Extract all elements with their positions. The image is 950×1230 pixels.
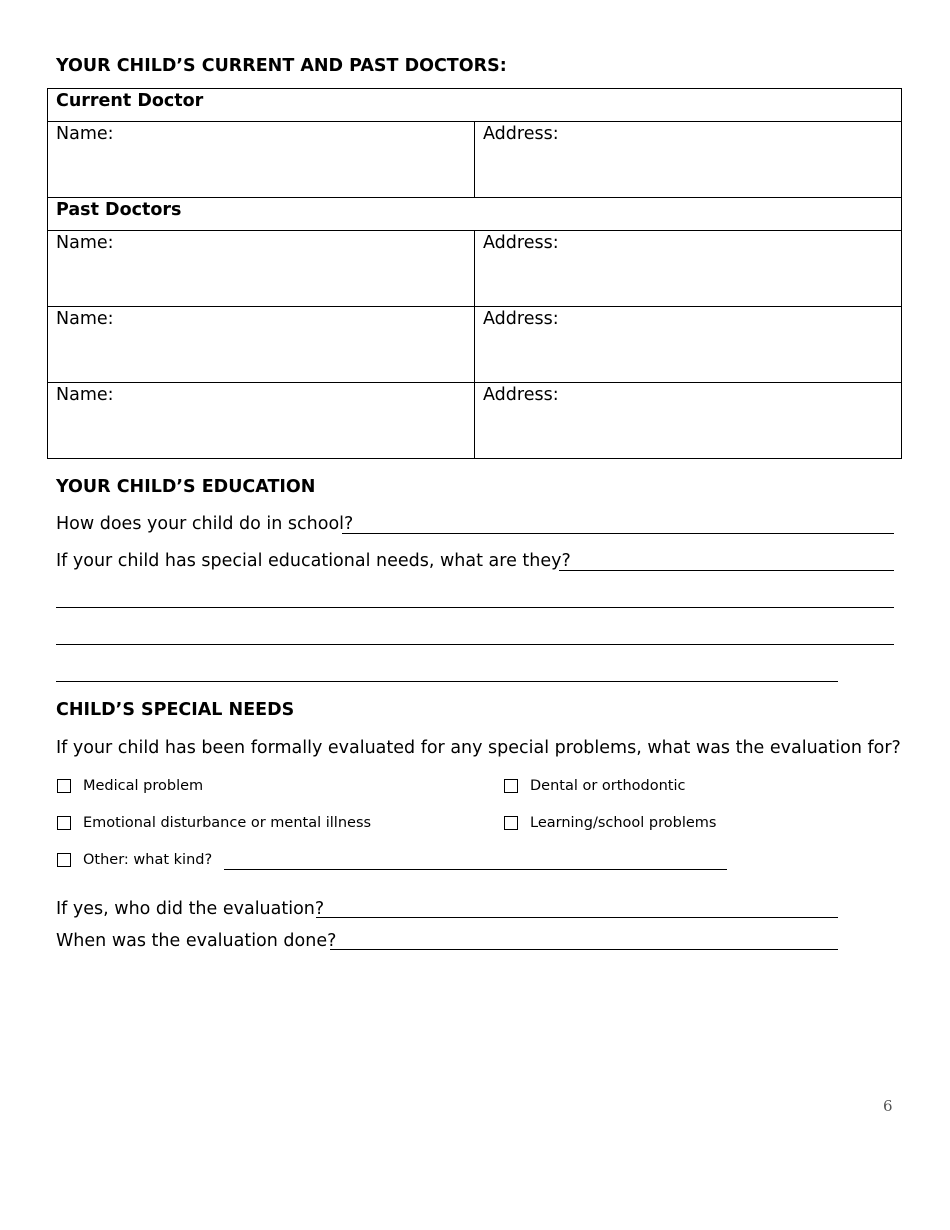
page-number: 6 [883,1097,893,1115]
address-label: Address: [483,124,559,144]
other-label: Other: what kind? [83,852,213,868]
name-label: Name: [56,233,114,253]
address-label: Address: [483,233,559,253]
evaluation-question: If your child has been formally evaluated for any special problems, what was the evaluation for? [56,738,901,758]
past-doctors-label: Past Doctors [48,198,902,231]
name-label: Name: [56,124,114,144]
learning-checkbox[interactable] [504,816,518,830]
other-kind-line[interactable] [224,869,727,870]
when-answer-line[interactable] [330,949,838,950]
doctors-heading: YOUR CHILD’S CURRENT AND PAST DOCTORS: [56,56,507,76]
school-question: How does your child do in school? [56,514,354,534]
address-label: Address: [483,385,559,405]
emotional-checkbox[interactable] [57,816,71,830]
address-label: Address: [483,309,559,329]
name-label: Name: [56,385,114,405]
emotional-label: Emotional disturbance or mental illness [83,815,372,831]
who-answer-line[interactable] [316,917,838,918]
needs-answer-line-2[interactable] [56,607,894,608]
needs-answer-line[interactable] [559,570,894,571]
needs-answer-line-4[interactable] [56,681,838,682]
dental-label: Dental or orthodontic [530,778,686,794]
current-doctor-label: Current Doctor [48,89,902,122]
dental-checkbox[interactable] [504,779,518,793]
needs-answer-line-3[interactable] [56,644,894,645]
needs-question: If your child has special educational needs, what are they? [56,551,571,571]
special-needs-heading: CHILD’S SPECIAL NEEDS [56,700,295,720]
past-doctor-3-address-field[interactable] [475,383,902,459]
other-checkbox[interactable] [57,853,71,867]
past-doctor-2-name-field[interactable] [48,307,475,383]
current-doctor-name-field[interactable] [48,122,475,198]
current-doctor-address-field[interactable] [475,122,902,198]
learning-label: Learning/school problems [530,815,717,831]
name-label: Name: [56,309,114,329]
when-question: When was the evaluation done? [56,931,337,951]
education-heading: YOUR CHILD’S EDUCATION [56,477,316,497]
past-doctor-3-name-field[interactable] [48,383,475,459]
medical-problem-checkbox[interactable] [57,779,71,793]
school-answer-line[interactable] [342,533,894,534]
medical-problem-label: Medical problem [83,778,204,794]
past-doctor-1-name-field[interactable] [48,231,475,307]
past-doctor-1-address-field[interactable] [475,231,902,307]
past-doctor-2-address-field[interactable] [475,307,902,383]
doctors-table [47,88,902,459]
who-question: If yes, who did the evaluation? [56,899,325,919]
